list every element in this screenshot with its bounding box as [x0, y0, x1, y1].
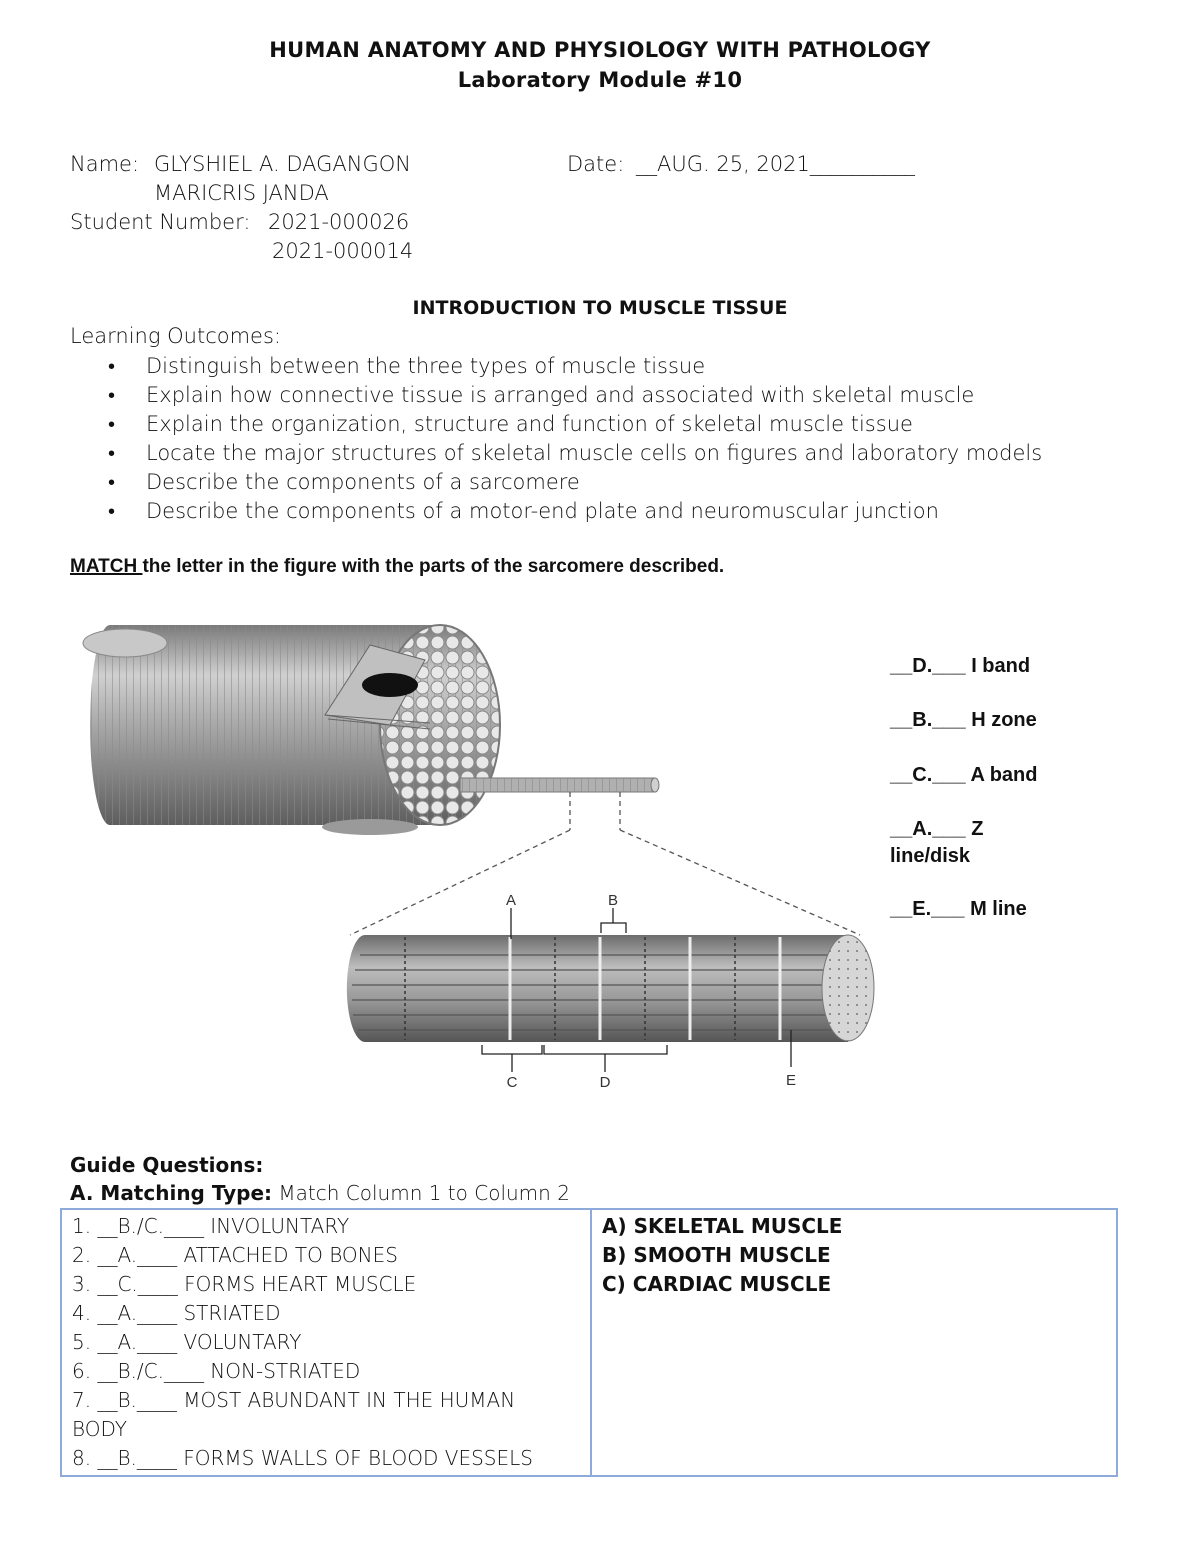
outcome-item: • Explain how connective tissue is arranged and associated with skeletal muscle — [104, 381, 1042, 410]
answer-blank: __D.___ — [890, 655, 966, 677]
answer-blank: __A.___ — [890, 818, 966, 840]
column-1-item: 2. __A.____ ATTACHED TO BONES — [72, 1243, 398, 1267]
answer-z-line — [890, 818, 983, 841]
muscle-fiber-figure — [70, 605, 890, 1105]
column-1 — [61, 1209, 591, 1476]
column-2-item: A) SKELETAL MUSCLE — [602, 1214, 843, 1238]
column-1-item: 6. __B./C.____ NON-STRIATED — [72, 1359, 361, 1383]
column-1-item: 3. __C.____ FORMS HEART MUSCLE — [72, 1272, 417, 1296]
section-title: INTRODUCTION TO MUSCLE TISSUE — [412, 297, 788, 319]
column-1-item: 5. __A.____ VOLUNTARY — [72, 1330, 302, 1354]
outcome-item: • Describe the components of a sarcomere — [104, 468, 1042, 497]
guide-sub-text: Match Column 1 to Column 2 — [278, 1181, 570, 1205]
outcome-item: • Describe the components of a motor-end plate and neuromuscular junction — [104, 497, 1042, 526]
column-2-item: B) SMOOTH MUSCLE — [602, 1243, 831, 1267]
sarcomere-cylinder — [347, 935, 874, 1042]
column-1-item: 1. __B./C.____ INVOLUNTARY — [72, 1214, 350, 1238]
column-2 — [591, 1209, 1117, 1476]
outcome-item: • Explain the organization, structure and function of skeletal muscle tissue — [104, 410, 1042, 439]
outcomes-heading: Learning Outcomes: — [70, 324, 281, 348]
answer-term: I band — [971, 655, 1031, 677]
outcomes-list — [104, 352, 1042, 526]
answer-h-zone — [890, 709, 1037, 732]
column-2-item: C) CARDIAC MUSCLE — [602, 1272, 832, 1296]
column-1-item: 7. __B.____ MOST ABUNDANT IN THE HUMAN — [72, 1388, 516, 1412]
column-1-item: BODY — [72, 1417, 128, 1441]
match-instruction-text: the letter in the figure with the parts of the sarcomere described. — [142, 556, 725, 577]
name-value-1: GLYSHIEL A. DAGANGON — [154, 152, 411, 176]
myofibril-rod — [460, 778, 659, 792]
answer-blank: __C.___ — [890, 764, 966, 786]
answer-blank: __E.___ — [890, 898, 965, 920]
student-number-label: Student Number: — [70, 210, 251, 234]
document-subtitle: Laboratory Module #10 — [457, 68, 743, 92]
column-1-item: 4. __A.____ STRIATED — [72, 1301, 281, 1325]
answer-m-line — [890, 898, 1027, 921]
document-title: HUMAN ANATOMY AND PHYSIOLOGY WITH PATHOLOGY — [269, 38, 931, 62]
answer-term: Z — [971, 818, 984, 840]
figure-label-b: B — [607, 892, 619, 909]
student-number-2: 2021-000014 — [272, 239, 414, 263]
name-label: Name: — [70, 152, 140, 176]
student-number-1: 2021-000026 — [268, 210, 410, 234]
matching-table — [60, 1208, 1118, 1477]
guide-heading: Guide Questions: — [70, 1153, 264, 1177]
muscle-fiber-cylinder — [83, 625, 500, 835]
figure-label-a: A — [505, 892, 517, 909]
guide-subheading — [70, 1181, 570, 1205]
match-keyword: MATCH — [70, 556, 143, 577]
column-1-item: 8. __B.____ FORMS WALLS OF BLOOD VESSELS — [72, 1446, 533, 1470]
date-label: Date: — [567, 152, 625, 176]
answer-term: M line — [970, 898, 1027, 920]
name-value-2: MARICRIS JANDA — [154, 181, 329, 205]
date-value: __AUG. 25, 2021__________ — [636, 152, 915, 176]
figure-label-c: C — [506, 1074, 518, 1091]
answer-term: H zone — [971, 709, 1037, 731]
answer-a-band — [890, 764, 1037, 787]
answer-z-line-cont: line/disk — [890, 845, 971, 867]
answer-blank: __B.___ — [890, 709, 966, 731]
answer-i-band — [890, 655, 1030, 678]
outcome-item: • Locate the major structures of skeletal muscle cells on figures and laboratory models — [104, 439, 1042, 468]
figure-label-e: E — [785, 1072, 797, 1089]
match-instruction — [70, 556, 724, 578]
guide-sub-label: A. Matching Type: — [70, 1181, 273, 1205]
outcome-item: • Distinguish between the three types of muscle tissue — [104, 352, 1042, 381]
figure-label-d: D — [599, 1074, 611, 1091]
answer-term: A band — [970, 764, 1038, 786]
